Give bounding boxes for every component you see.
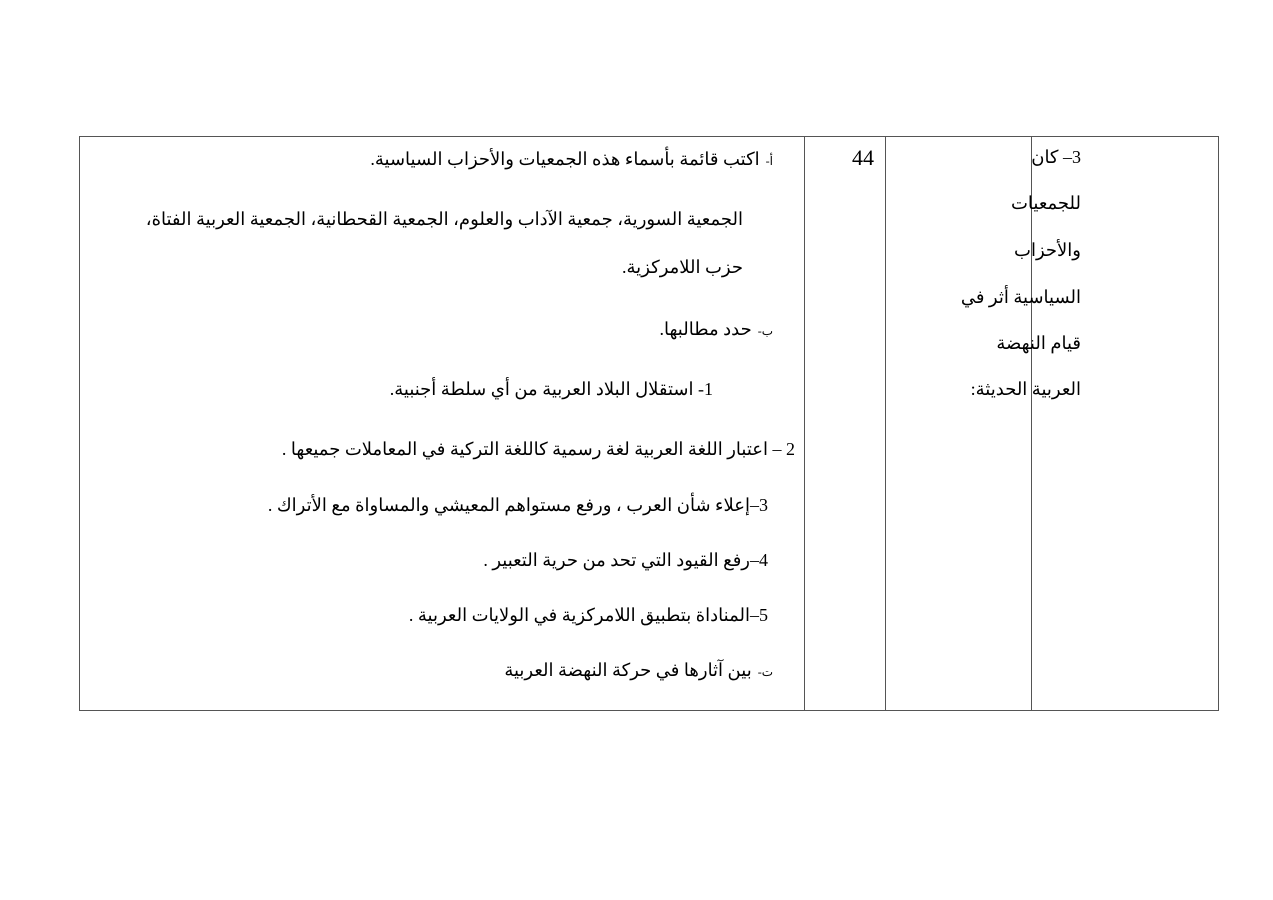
column-divider xyxy=(804,137,805,710)
topic-line: 3– كان xyxy=(1031,147,1081,167)
page-number: 44 xyxy=(852,145,874,170)
part-c-question: بين آثارها في حركة النهضة العربية xyxy=(504,660,752,680)
demand-item: 4–رفع القيود التي تحد من حرية التعبير . xyxy=(483,550,768,570)
part-a-marker: أ- xyxy=(765,154,773,168)
topic-line: السياسية أثر في xyxy=(960,287,1081,307)
topic-line: والأحزاب xyxy=(1014,240,1081,260)
column-divider xyxy=(1031,137,1032,710)
column-divider xyxy=(885,137,886,710)
part-a-answer-line: الجمعية السورية، جمعية الآداب والعلوم، الجمعية القحطانية، الجمعية العربية الفتاة، xyxy=(145,209,743,229)
topic-line: العربية الحديثة: xyxy=(970,379,1081,399)
topic-line: قيام النهضة xyxy=(996,333,1081,353)
part-c-marker: ت- xyxy=(757,665,773,679)
topic-line: للجمعيات xyxy=(1010,193,1081,213)
demand-item: 2 – اعتبار اللغة العربية لغة رسمية كاللغة التركية في المعاملات جميعها . xyxy=(281,439,795,459)
part-b-marker: ب- xyxy=(757,324,773,338)
part-a-question: اكتب قائمة بأسماء هذه الجمعيات والأحزاب السياسية. xyxy=(370,149,760,169)
demand-item: 1- استقلال البلاد العربية من أي سلطة أجنبية. xyxy=(389,379,713,399)
demand-item: 5–المناداة بتطبيق اللامركزية في الولايات العربية . xyxy=(408,605,768,625)
part-c-question-row xyxy=(504,659,773,683)
part-a-question-row xyxy=(370,148,773,172)
part-a-answer-line: حزب اللامركزية. xyxy=(622,257,743,277)
part-b-question: حدد مطالبها. xyxy=(659,319,752,339)
part-b-question-row xyxy=(660,318,773,342)
demand-item: 3–إعلاء شأن العرب ، ورفع مستواهم المعيشي والمساواة مع الأتراك . xyxy=(267,495,768,515)
